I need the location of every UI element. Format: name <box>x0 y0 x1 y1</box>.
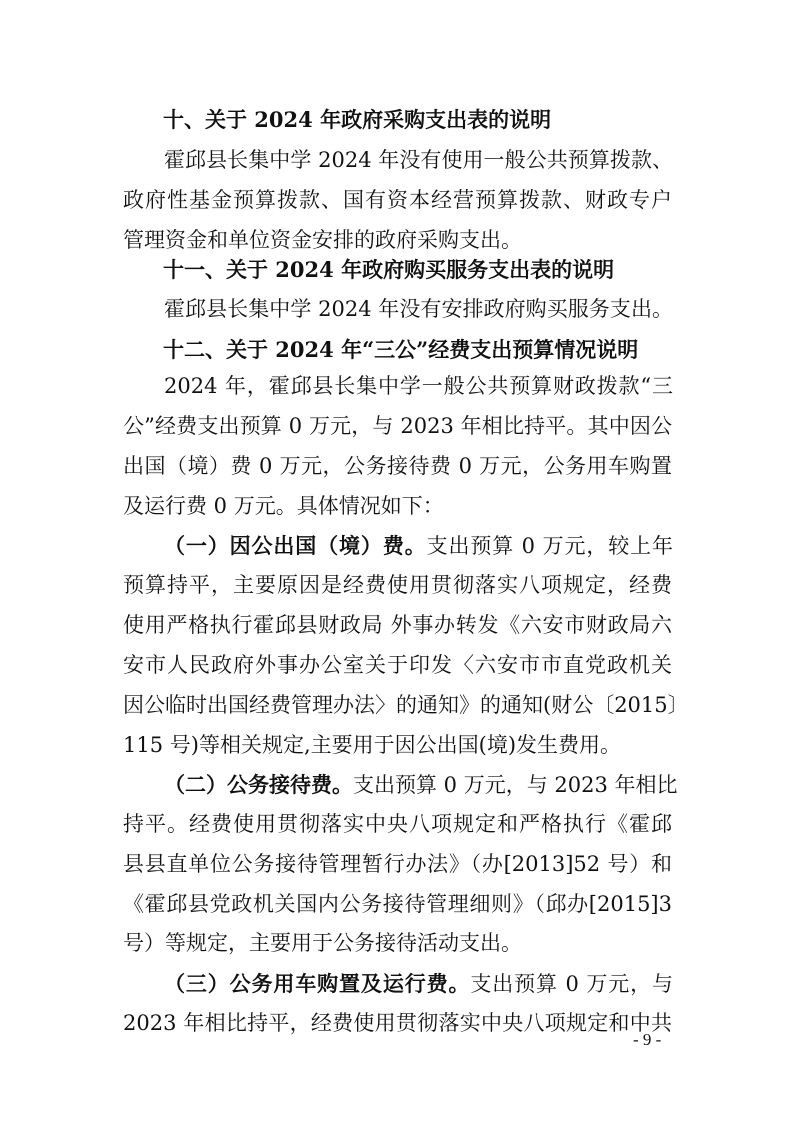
section-12-intro-line-1: 2024 年，霍邱县长集中学一般公共预算财政拨款“三 <box>164 374 673 398</box>
item-1-line-5: 因公临时出国经费管理办法〉的通知》的通知(财公〔2015〕 <box>123 693 689 717</box>
section-12-heading: 十二、关于 2024 年“三公”经费支出预算情况说明 <box>163 337 639 362</box>
section-11-line: 霍邱县长集中学 2024 年没有安排政府购买服务支出。 <box>164 297 673 321</box>
item-2-line-4: 《霍邱县党政机关国内公务接待管理细则》（邱办[2015]3 <box>123 892 672 916</box>
section-11-heading: 十一、关于 2024 年政府购买服务支出表的说明 <box>163 257 615 282</box>
item-2-first-line <box>164 771 678 799</box>
item-1-first-line <box>164 532 673 560</box>
section-12-intro-line-2: 公”经费支出预算 0 万元，与 2023 年相比持平。其中因公 <box>123 414 672 438</box>
item-1-first-text: 支出预算 0 万元，较上年 <box>426 534 674 558</box>
item-3-title: （三）公务用车购置及运行费。 <box>164 971 471 996</box>
item-2-first-text: 支出预算 0 万元，与 2023 年相比 <box>353 773 678 797</box>
item-2-line-2: 持平。经费使用贯彻落实中央八项规定和严格执行《霍邱 <box>123 812 672 836</box>
item-2-line-5: 号）等规定，主要用于公务接待活动支出。 <box>123 931 522 955</box>
item-1-line-3: 使用严格执行霍邱县财政局 外事办转发《六安市财政局六 <box>123 613 672 637</box>
item-3-first-line <box>164 970 673 998</box>
page-number: - 9 - <box>633 1030 662 1049</box>
section-10-heading: 十、关于 2024 年政府采购支出表的说明 <box>163 107 552 132</box>
section-12-intro-line-4: 及运行费 0 万元。具体情况如下： <box>123 494 444 518</box>
item-2-title: （二）公务接待费。 <box>164 772 353 797</box>
item-1-title: （一）因公出国（境）费。 <box>164 533 427 558</box>
item-3-line-2: 2023 年相比持平，经费使用贯彻落实中央八项规定和中共 <box>123 1011 672 1035</box>
item-1-line-6: 115 号)等相关规定,主要用于因公出国(境)发生费用。 <box>123 733 622 757</box>
item-2-line-3: 县县直单位公务接待管理暂行办法》（办[2013]52 号）和 <box>123 852 672 876</box>
item-1-line-2: 预算持平，主要原因是经费使用贯彻落实八项规定，经费 <box>123 573 672 597</box>
item-1-line-4: 安市人民政府外事办公室关于印发〈六安市市直党政机关 <box>123 653 672 677</box>
section-10-line-3: 管理资金和单位资金安排的政府采购支出。 <box>123 228 522 252</box>
item-3-first-text: 支出预算 0 万元，与 <box>470 972 674 996</box>
section-10-line-1: 霍邱县长集中学 2024 年没有使用一般公共预算拨款、 <box>164 148 673 172</box>
section-12-intro-line-3: 出国（境）费 0 万元，公务接待费 0 万元，公务用车购置 <box>123 454 672 478</box>
section-10-line-2: 政府性基金预算拨款、国有资本经营预算拨款、财政专户 <box>123 188 672 212</box>
